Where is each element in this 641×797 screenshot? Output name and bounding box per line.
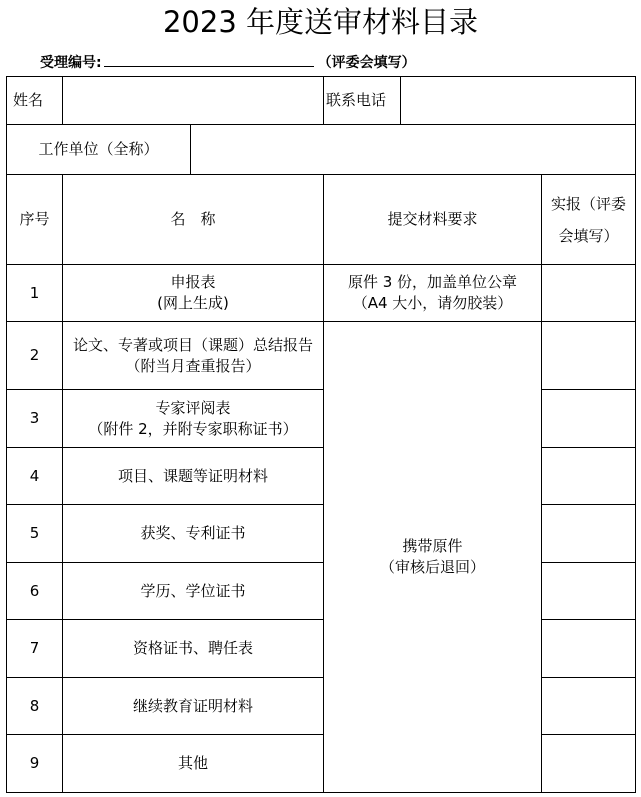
actual-fill-cell[interactable] [542,678,635,734]
row-item-name: 论文、专著或项目（课题）总结报告 （附当月查重报告） [72,335,313,375]
actual-fill-cell[interactable] [542,620,635,677]
phone-input-cell[interactable] [401,77,635,124]
header-requirement: 提交材料要求 [387,210,478,228]
row-requirement: 原件 3 份，加盖单位公章 （A4 大小，请勿胶装） [347,273,518,312]
actual-fill-cell[interactable] [542,735,635,792]
row-item-name: 申报表 (网上生成) [157,273,229,312]
row-number: 7 [29,639,40,657]
acceptance-note: （评委会填写） [317,55,416,71]
table-line [6,792,636,793]
row-number: 1 [29,283,40,302]
row-item-name: 学历、学位证书 [140,581,246,600]
actual-fill-cell[interactable] [542,322,635,389]
row-item-name: 项目、课题等证明材料 [117,466,268,485]
name-label: 姓名 [13,91,44,109]
row-item-name: 资格证书、聘任表 [132,639,253,657]
work-unit-input-cell[interactable] [191,125,635,174]
phone-label: 联系电话 [326,91,387,109]
header-actual: 实报（评委会填写） [550,194,626,245]
row-item-name: 专家评阅表 （附件 2，并附专家职称证书） [88,398,298,438]
row-number: 8 [29,696,40,715]
row-number: 3 [29,409,40,427]
acceptance-number-blank [104,52,314,67]
row-number: 4 [29,466,40,485]
row-number: 2 [29,346,40,364]
row-number: 9 [29,754,40,772]
row-number: 5 [29,524,40,542]
actual-fill-cell[interactable] [542,563,635,619]
acceptance-number-label: 受理编号: [40,55,102,71]
row-item-name: 获奖、专利证书 [140,524,246,542]
row-item-name: 继续教育证明材料 [132,696,253,715]
row-number: 6 [29,581,40,600]
actual-fill-cell[interactable] [542,390,635,447]
row-item-name: 其他 [177,754,208,772]
page-title: 2023 年度送审材料目录 [162,5,479,39]
actual-fill-cell[interactable] [542,448,635,504]
actual-fill-cell[interactable] [542,265,635,321]
acceptance-number-field [40,52,416,73]
work-unit-label: 工作单位（全称） [38,140,159,158]
actual-fill-cell[interactable] [542,505,635,562]
name-input-cell[interactable] [63,77,323,124]
table-line [635,76,636,793]
merged-requirement: 携带原件 （审核后退回） [379,537,485,576]
header-seq: 序号 [19,210,50,228]
header-name: 名 称 [170,210,216,228]
